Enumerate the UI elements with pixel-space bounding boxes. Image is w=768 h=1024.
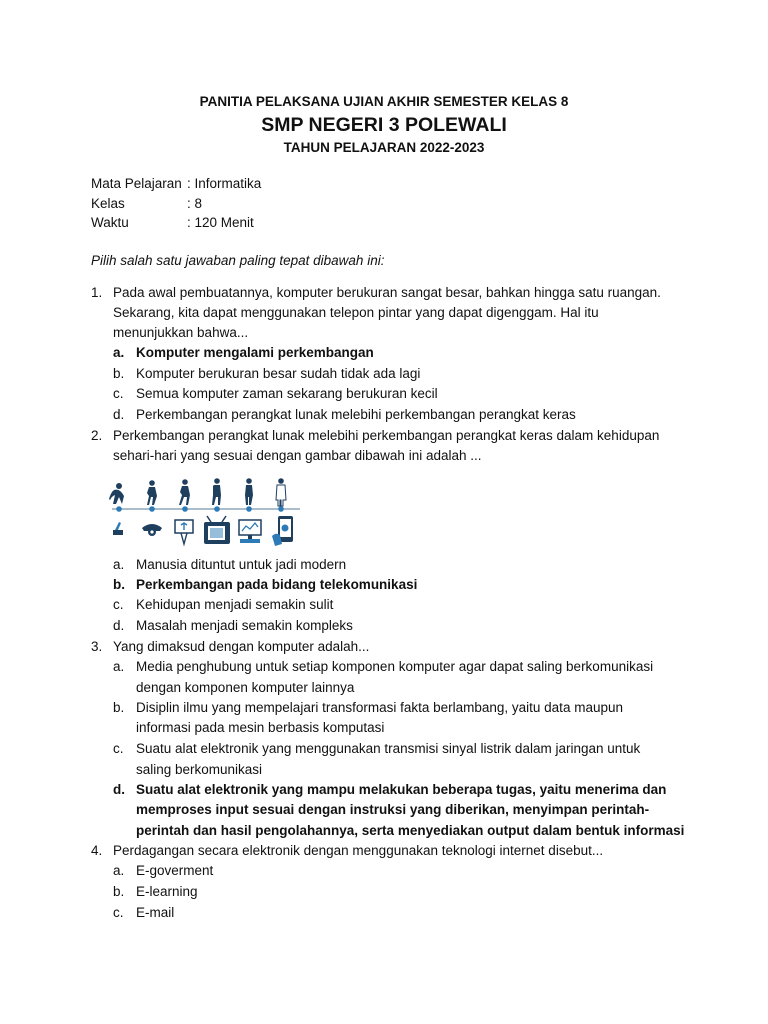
question-text: Pada awal pembuatannya, komputer berukuran sangat besar, bahkan hingga satu ruangan. bbox=[113, 285, 661, 300]
walking-man-icon bbox=[212, 478, 221, 505]
question-number: 3. bbox=[91, 639, 103, 654]
option-text: Komputer berukuran besar sudah tidak ada lagi bbox=[136, 366, 421, 381]
option-text: Kehidupan menjadi semakin sulit bbox=[136, 597, 334, 612]
option-letter: d. bbox=[113, 618, 125, 633]
option-letter: b. bbox=[113, 700, 125, 715]
meta-value: : 120 Menit bbox=[187, 215, 254, 230]
option-text: E-goverment bbox=[136, 863, 214, 878]
correct-answer-text: Perkembangan pada bidang telekomunikasi bbox=[136, 577, 418, 592]
telegraph-icon bbox=[113, 522, 123, 535]
old-tv-icon bbox=[204, 516, 230, 544]
question-text: Perkembangan perangkat lunak melebihi perkembangan perangkat keras dalam kehidupan bbox=[113, 428, 660, 443]
doctor-icon bbox=[276, 478, 286, 506]
option-letter: c. bbox=[113, 386, 124, 401]
option-text: Semua komputer zaman sekarang berukuran kecil bbox=[136, 386, 438, 401]
option-letter: c. bbox=[113, 597, 124, 612]
option-text: E-learning bbox=[136, 884, 198, 899]
option-text: Disiplin ilmu yang mempelajari transformasi fakta berlambang, yaitu data maupun bbox=[136, 700, 623, 715]
option-letter: a. bbox=[113, 345, 125, 360]
smartphone-icon bbox=[272, 516, 293, 546]
meta-key: Mata Pelajaran bbox=[91, 176, 182, 191]
ape-icon bbox=[109, 483, 124, 504]
option-text: Suatu alat elektronik yang menggunakan transmisi sinyal listrik dalam jaringan untuk bbox=[136, 741, 641, 756]
option-letter: c. bbox=[113, 741, 124, 756]
committee-heading: PANITIA PELAKSANA UJIAN AKHIR SEMESTER KELAS 8 bbox=[199, 94, 569, 109]
instruction: Pilih salah satu jawaban paling tepat dibawah ini: bbox=[91, 253, 385, 268]
option-text: E-mail bbox=[136, 905, 175, 920]
standing-man-icon bbox=[245, 478, 253, 505]
correct-answer-text: Komputer mengalami perkembangan bbox=[136, 345, 374, 360]
meta-key: Waktu bbox=[91, 215, 129, 230]
early-human-icon bbox=[147, 480, 157, 505]
option-text: Manusia dituntut untuk jadi modern bbox=[136, 557, 347, 572]
option-letter: b. bbox=[113, 884, 125, 899]
meta-value: : 8 bbox=[187, 196, 203, 211]
option-text: informasi pada mesin berbasis komputasi bbox=[136, 720, 385, 735]
school-name: SMP NEGERI 3 POLEWALI bbox=[261, 114, 507, 136]
option-letter: a. bbox=[113, 557, 125, 572]
option-text: Masalah menjadi semakin kompleks bbox=[136, 618, 353, 633]
meta-value: : Informatika bbox=[187, 176, 262, 191]
meta-key: Kelas bbox=[91, 196, 125, 211]
academic-year: TAHUN PELAJARAN 2022-2023 bbox=[283, 140, 485, 155]
option-letter: d. bbox=[113, 782, 125, 797]
question-number: 4. bbox=[91, 843, 103, 858]
option-letter: c. bbox=[113, 905, 124, 920]
option-letter: a. bbox=[113, 863, 125, 878]
question-text: Yang dimaksud dengan komputer adalah... bbox=[113, 639, 370, 654]
correct-answer-text: memproses input sesuai dengan instruksi yang diberikan, menyimpan perintah- bbox=[136, 802, 650, 817]
question-number: 2. bbox=[91, 428, 103, 443]
question-text: sehari-hari yang sesuai dengan gambar dibawah ini adalah ... bbox=[113, 448, 482, 463]
question-number: 1. bbox=[91, 285, 103, 300]
computer-icon bbox=[239, 520, 261, 543]
option-text: Media penghubung untuk setiap komponen komputer agar dapat saling berkomunikasi bbox=[136, 659, 654, 674]
option-text: Perkembangan perangkat lunak melebihi perkembangan perangkat keras bbox=[136, 407, 576, 422]
antenna-icon bbox=[175, 520, 193, 544]
option-letter: d. bbox=[113, 407, 125, 422]
rotary-phone-icon bbox=[142, 524, 162, 536]
option-text: saling berkomunikasi bbox=[136, 762, 263, 777]
question-text: Perdagangan secara elektronik dengan menggunakan teknologi internet disebut... bbox=[113, 843, 604, 858]
option-letter: b. bbox=[113, 366, 125, 381]
question-text: menunjukkan bahwa... bbox=[113, 325, 249, 340]
option-letter: b. bbox=[113, 577, 125, 592]
correct-answer-text: perintah dan hasil pengolahannya, serta menyediakan output dalam bentuk informasi bbox=[136, 823, 685, 838]
question-text: Sekarang, kita dapat menggunakan telepon pintar yang dapat digenggam. Hal itu bbox=[113, 305, 599, 320]
evolution-timeline-figure bbox=[104, 478, 304, 553]
option-letter: a. bbox=[113, 659, 125, 674]
walking-human-icon bbox=[179, 479, 190, 505]
correct-answer-text: Suatu alat elektronik yang mampu melakukan beberapa tugas, yaitu menerima dan bbox=[136, 782, 667, 797]
option-text: dengan komponen komputer lainnya bbox=[136, 680, 355, 695]
